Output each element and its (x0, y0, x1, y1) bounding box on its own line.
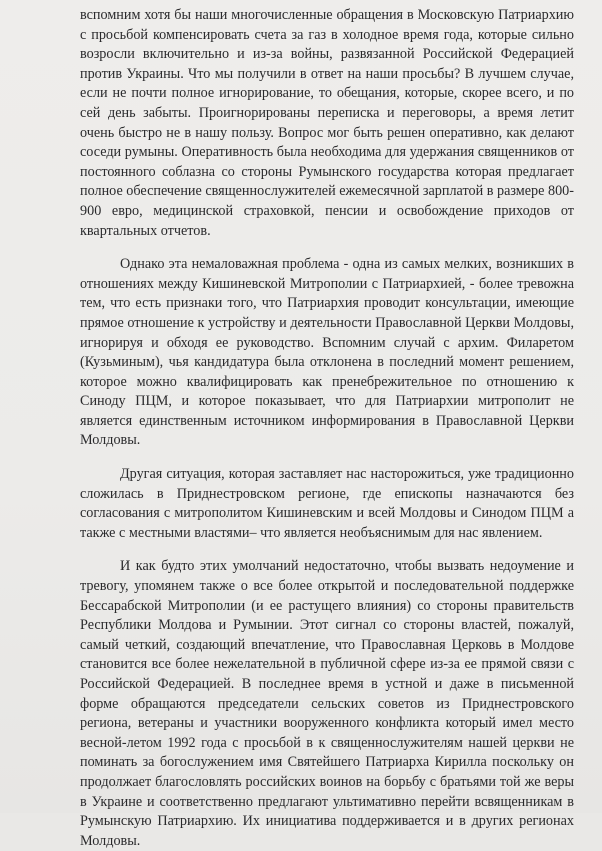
paragraph-3: Другая ситуация, которая заставляет нас насторожиться, уже традиционно сложилась в Приднестровском регионе, где епископы назначаются без согласования с митрополитом Кишиневским и всей Молдовы и Синодом ПЦМ а также с местными властями– что является необъяснимым для нас явлением. (80, 466, 574, 541)
paragraph-4: И как будто этих умолчаний недостаточно, чтобы вызвать недоумение и тревогу, упомянем также о все более открытой и последовательной поддержке Бессарабской Митрополии (и ее растущего влияния) со стороны правительств Республики Молдова и Румынии. Этот сигнал со стороны властей, пожалуй, самый четкий, создающий впечатление, что Православная Церковь в Молдове становится все более нежелательной в публичной сфере из-за ее прямой связи с Российской Федерацией. В последнее время в устной и даже в письменной форме обращаются председатели сельских советов из Приднестровского региона, ветераны и участники вооруженного конфликта который имел место весной-летом 1992 года с просьбой в к священнослужителям нашей церкви не поминать за богослужением имя Святейшего Патриарха Кирилла поскольку он продолжает благословлять российских воинов на борьбу с братьями той же веры в Украине и соответственно предлагают ультимативно перейти всвященникам в Румынскую Патриархию. Их инициатива поддерживается и в других регионах Молдовы. (80, 558, 574, 849)
paragraph-2: Однако эта немаловажная проблема - одна из самых мелких, возникших в отношениях между Кишиневской Митрополии с Патриархией, - более тревожна тем, что есть признаки того, что Патриархия проводит консультации, имеющие прямое отношение к устройству и деятельности Православной Церкви Молдовы, игнорируя и обходя ее руководство. Вспомним случай с архим. Филаретом (Кузьминым), чья кандидатура была отклонена в последний момент решением, которое можно квалифицировать как пренебрежительное по отношению к Синоду ПЦМ, и которое показывает, что для Патриархии митрополит не является единственным источником информирования в Православной Церкви Молдовы. (80, 256, 574, 449)
paragraph-1: вспомним хотя бы наши многочисленные обращения в Московскую Патриархию с просьбой компенсировать счета за газ в холодное время года, которые сильно возросли включительно и из-за войны, развязанной Российской Федерацией против Украины. Что мы получили в ответ на наши просьбы? В лучшем случае, если не почти полное игнорирование, то обещания, которые, скорее всего, и по сей день забыты. Проигнорированы переписка и переговоры, а время летит очень быстро не в нашу пользу. Вопрос мог быть решен оперативно, как делают соседи румыны. Оперативность была необходима для удержания священников от постоянного соблазна со стороны Румынского государства которая предлагает полное обеспечение священнослужителей ежемесячной зарплатой в размере 800-900 евро, медицинской страховкой, пенсии и освобождение приходов от квартальных отчетов. (80, 7, 574, 239)
